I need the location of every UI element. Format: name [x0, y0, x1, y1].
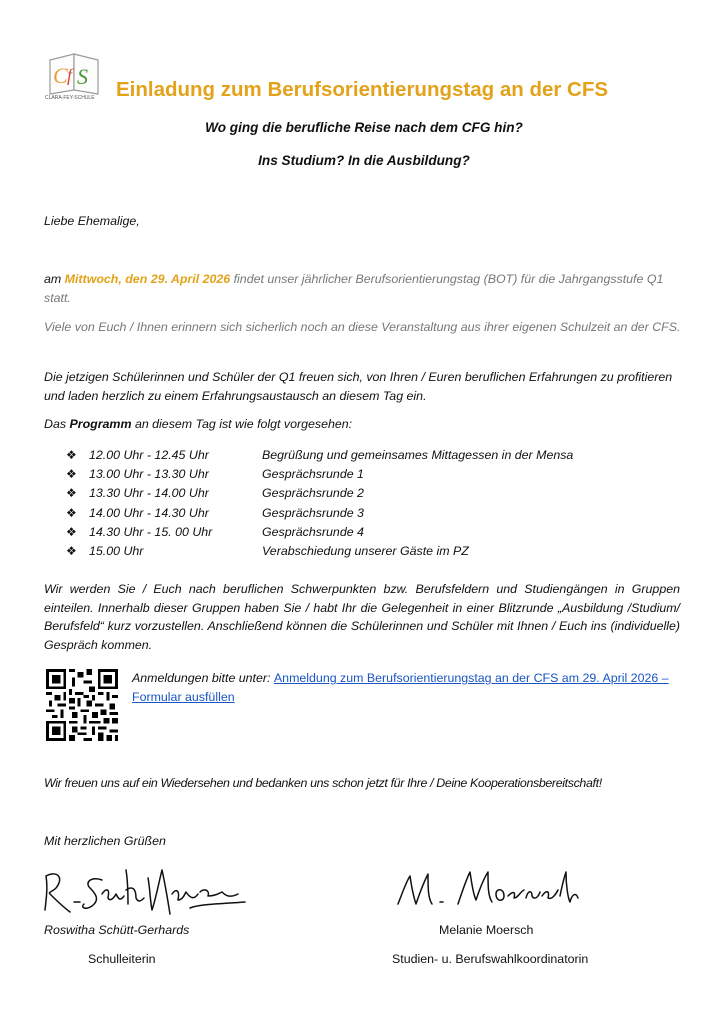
svg-text:CLARA-FEY-SCHULE: CLARA-FEY-SCHULE: [45, 95, 95, 100]
schedule-time: 13.00 Uhr - 13.30 Uhr: [89, 467, 209, 482]
signatory-2-name: Melanie Moersch: [439, 923, 534, 937]
paragraph-event-date: [44, 270, 684, 307]
diamond-bullet-icon: ❖: [66, 543, 77, 558]
diamond-bullet-icon: ❖: [66, 524, 77, 539]
registration-note: [132, 669, 692, 706]
schedule-activity: Gesprächsrunde 1: [262, 467, 364, 482]
para1-rest: findet unser jährlicher Berufsorientierungstag (BOT) für die Jahrgangsstufe Q1 statt.: [44, 272, 664, 305]
signatory-1-name: Roswitha Schütt-Gerhards: [44, 923, 190, 937]
signature-1: [40, 858, 250, 922]
program-intro-start: Das: [44, 417, 67, 431]
subtitle-question-2: Ins Studium? In die Ausbildung?: [258, 153, 470, 168]
schedule-time: 12.00 Uhr - 12.45 Uhr: [89, 448, 209, 462]
registration-label: Anmeldungen bitte unter:: [132, 671, 271, 685]
school-logo: [44, 50, 108, 100]
signatory-1-role: Schulleiterin: [88, 952, 156, 966]
paragraph-memories: Viele von Euch / Ihnen erinnern sich sicherlich noch an diese Veranstaltung aus ihrer eigenen Schulzeit an der CFS.: [44, 320, 681, 334]
schedule-activity: Gesprächsrunde 3: [262, 505, 364, 520]
schedule-time: 13.30 Uhr - 14.00 Uhr: [89, 486, 209, 501]
thanks-line: Wir freuen uns auf ein Wiedersehen und bedanken uns schon jetzt für Ihre / Deine Kooperationsbereitschaft!: [44, 776, 602, 790]
schedule-activity: Gesprächsrunde 4: [262, 524, 364, 539]
subtitle-question-1: Wo ging die berufliche Reise nach dem CFG hin?: [205, 120, 523, 135]
schedule-activity: Begrüßung und gemeinsames Mittagessen in der Mensa: [262, 448, 574, 462]
diamond-bullet-icon: ❖: [66, 486, 77, 501]
schedule-time: 14.30 Uhr - 15. 00 Uhr: [89, 524, 213, 539]
schedule-time: 15.00 Uhr: [89, 543, 144, 558]
paragraph-groups: Wir werden Sie / Euch nach beruflichen Schwerpunkten bzw. Berufsfeldern und Studiengängen in Gruppen einteilen. Innerhalb dieser Gruppen haben Sie / habt Ihr die Gelegenheit in einer Blitzrunde „Ausbildung /Studium/ Berufsfeld“ kurz vorzustellen. Anschließend können die Schülerinnen und Schüler mit Ihnen / Euch ins (individuelle) Gespräch kommen.: [44, 582, 680, 652]
greeting: Liebe Ehemalige,: [44, 214, 140, 228]
svg-text:f: f: [67, 65, 73, 85]
svg-text:S: S: [77, 64, 88, 89]
closing: Mit herzlichen Grüßen: [44, 834, 166, 848]
program-intro: [44, 415, 352, 434]
document-title: Einladung zum Berufsorientierungstag an der CFS: [116, 78, 609, 101]
program-intro-end: an diesem Tag ist wie folgt vorgesehen:: [134, 417, 353, 431]
diamond-bullet-icon: ❖: [66, 448, 77, 462]
signature-2: [392, 860, 582, 918]
diamond-bullet-icon: ❖: [66, 505, 77, 520]
paragraph-students: Die jetzigen Schülerinnen und Schüler der Q1 freuen sich, von Ihren / Euren beruflichen Erfahrungen zu profitieren und laden herzlich zu einem Erfahrungsaustausch an diesem Tag ein.: [44, 370, 673, 403]
program-label: Programm: [69, 417, 132, 431]
schedule-activity: Gesprächsrunde 2: [262, 486, 364, 501]
event-date: Mittwoch, den 29. April 2026: [64, 272, 231, 286]
qr-code-icon[interactable]: [46, 669, 118, 741]
signatory-2-role: Studien- u. Berufswahlkoordinatorin: [392, 952, 589, 966]
diamond-bullet-icon: ❖: [66, 467, 77, 482]
schedule-time: 14.00 Uhr - 14.30 Uhr: [89, 505, 209, 520]
schedule-activity: Verabschiedung unserer Gäste im PZ: [262, 543, 469, 558]
para1-start: am: [44, 272, 62, 286]
svg-text:C: C: [53, 63, 68, 88]
registration-link[interactable]: Anmeldung zum Berufsorientierungstag an der CFS am 29. April 2026 – Formular ausfüllen: [132, 671, 669, 704]
